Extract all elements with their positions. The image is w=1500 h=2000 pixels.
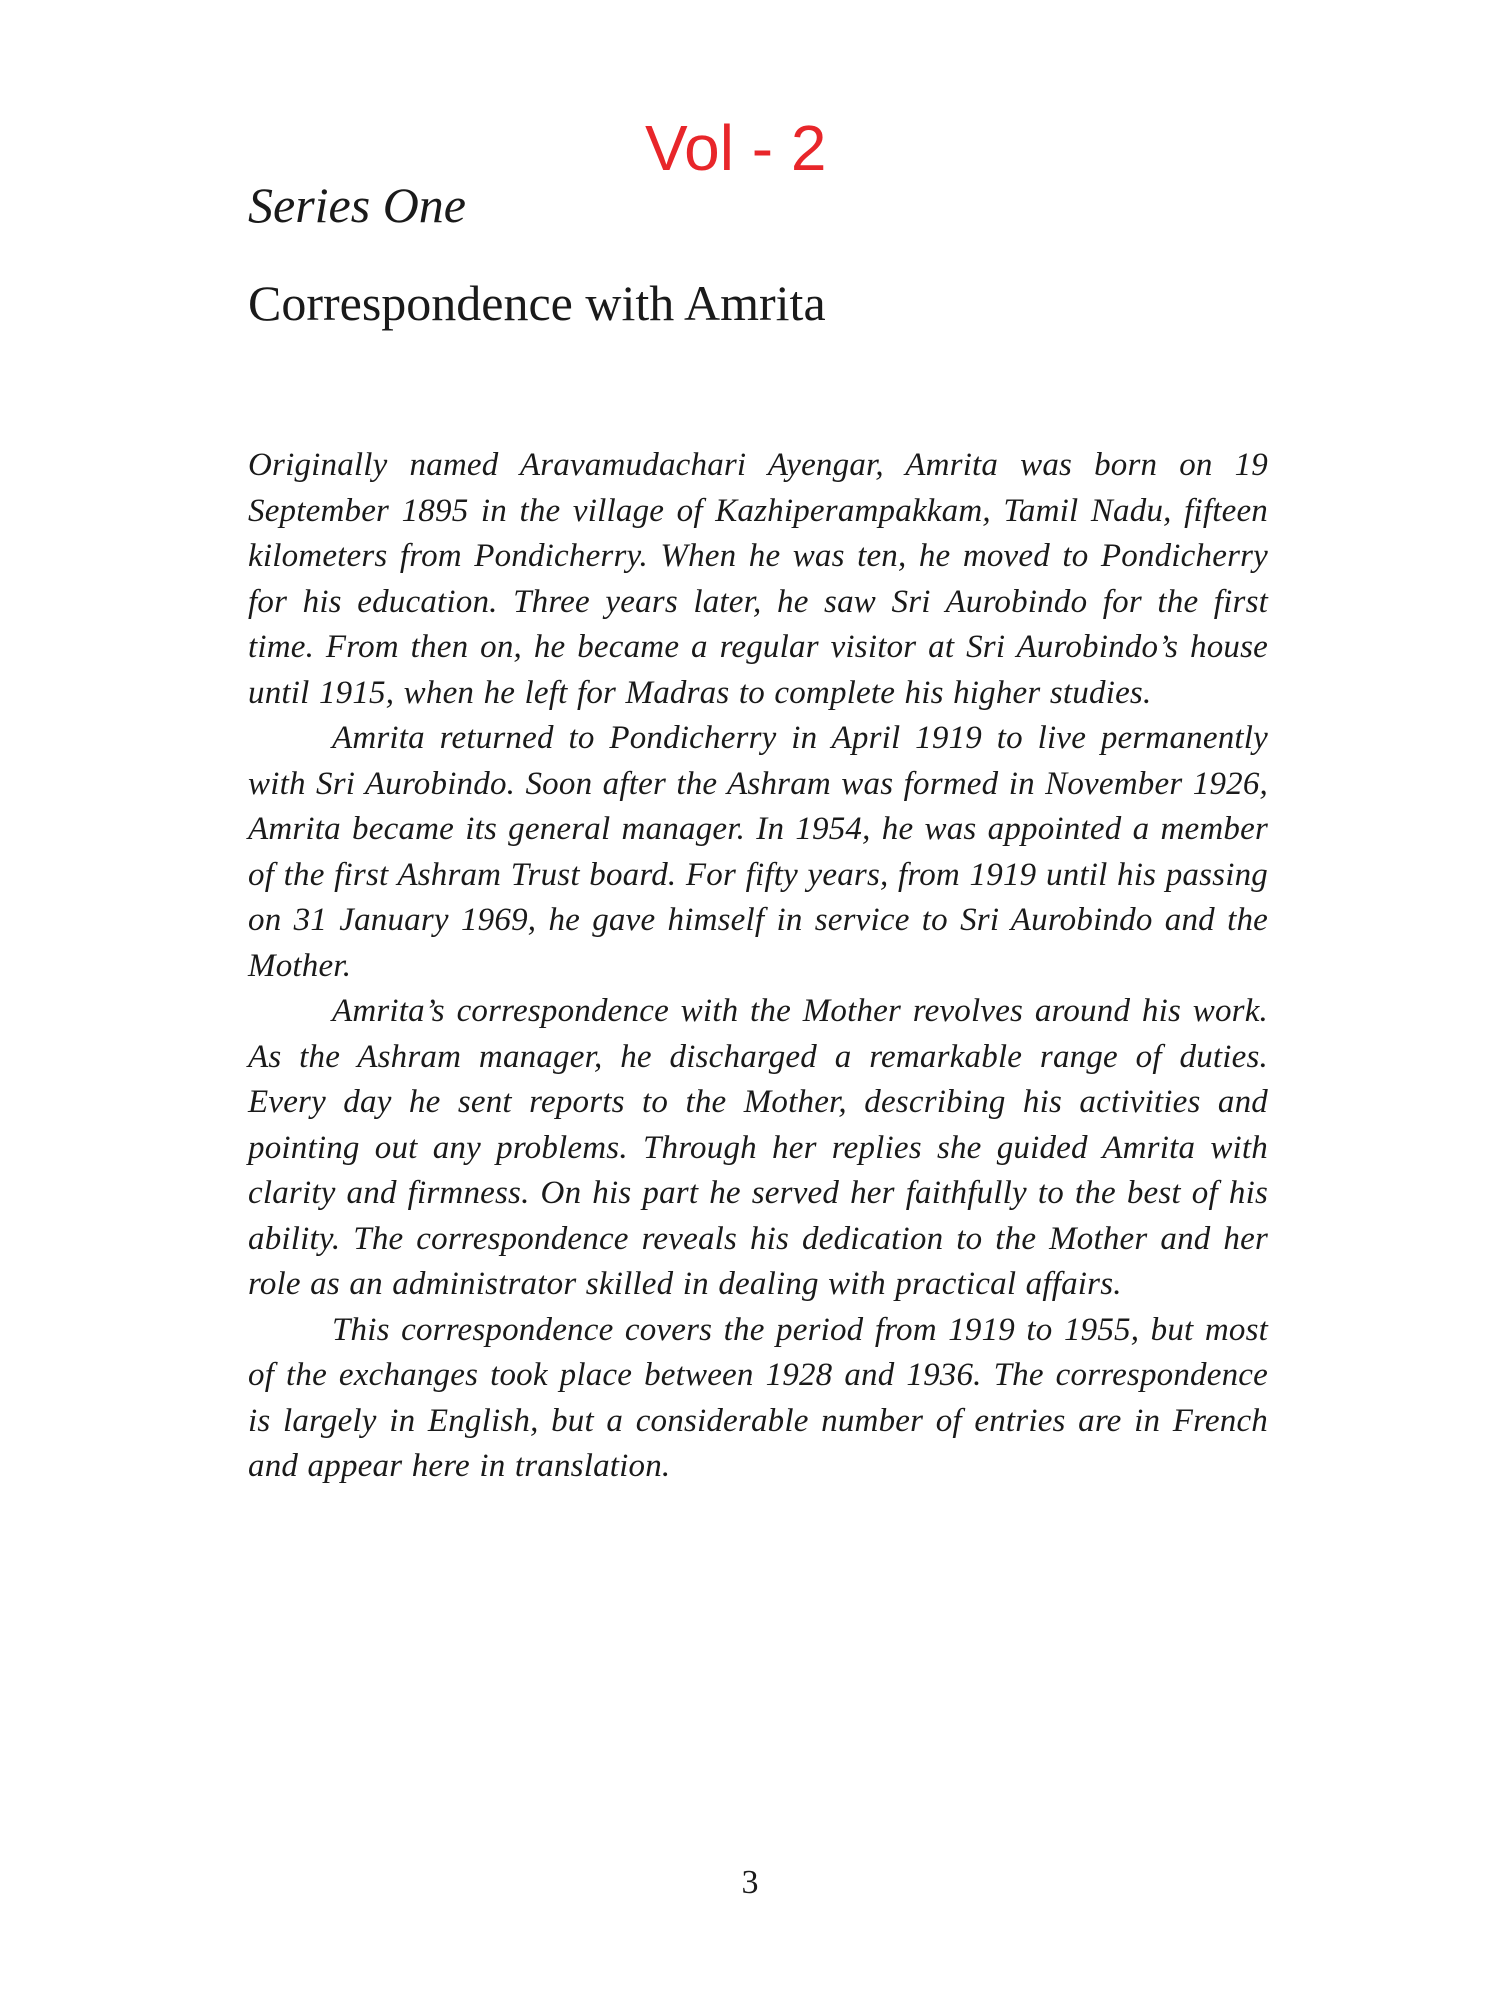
paragraph: Amrita’s correspondence with the Mother revolves around his work. As the Ashram manager, he discharged a remarkable range of duties. Every day he sent reports to the Mother, describing his activities and pointing out any problems. Through her replies she guided Amrita with clarity and firmness. On his part he served her faithfully to the best of his ability. The correspondence reveals his dedication to the Mother and her role as an administrator skilled in dealing with practical affairs.: [248, 993, 1268, 1302]
paragraph: Amrita returned to Pondicherry in April 1919 to live permanently with Sri Aurobindo. Soon after the Ashram was formed in November 1926, Amrita became its general manager. In 1954, he was appointed a member of the first Ashram Trust board. For fifty years, from 1919 until his passing on 31 January 1969, he gave himself in service to Sri Aurobindo and the Mother.: [248, 720, 1268, 984]
page-title: Correspondence with Amrita: [248, 275, 826, 331]
page-number: 3: [741, 1864, 759, 1901]
paragraph: Originally named Aravamudachari Ayengar, Amrita was born on 19 September 1895 in the village of Kazhiperampakkam, Tamil Nadu, fifteen kilometers from Pondicherry. When he was ten, he moved to Pondicherry for his education. Three years later, he saw Sri Aurobindo for the first time. From then on, he became a regular visitor at Sri Aurobindo’s house until 1915, when he left for Madras to complete his higher studies.: [248, 447, 1268, 711]
body-text: [248, 443, 1268, 1490]
volume-label: Vol - 2: [645, 112, 827, 184]
series-heading: Series One: [248, 177, 466, 233]
paragraph: This correspondence covers the period from 1919 to 1955, but most of the exchanges took place between 1928 and 1936. The correspondence is largely in English, but a considerable number of entries are in French and appear here in translation.: [248, 1311, 1268, 1484]
